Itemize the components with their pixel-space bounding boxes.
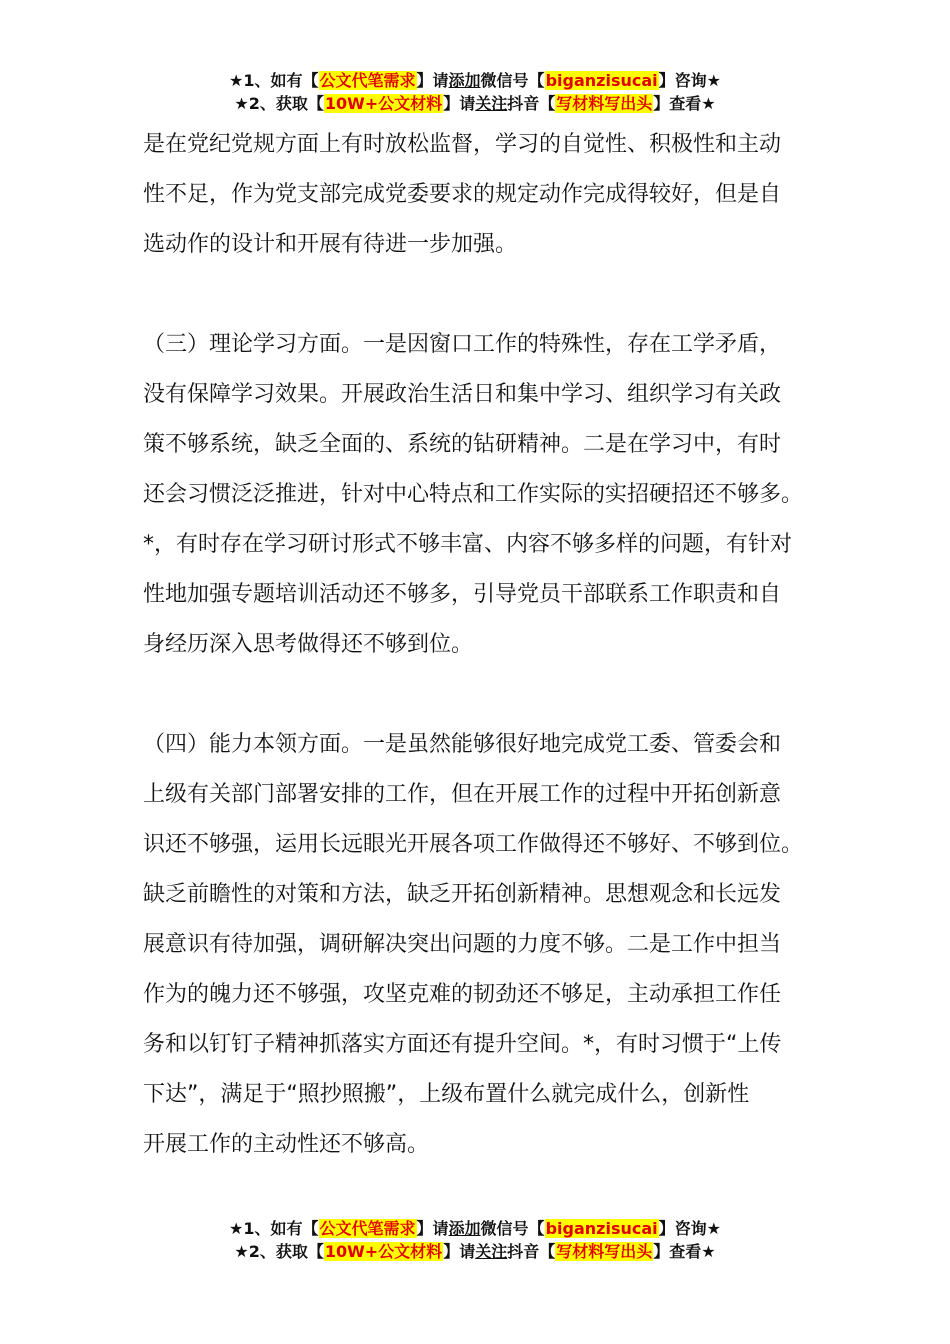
- text-line: *，有时存在学习研讨形式不够丰富、内容不够多样的问题，有针对: [143, 532, 793, 557]
- banner-text: 】查看★: [653, 1242, 716, 1261]
- banner-text: 微信号【: [480, 1219, 545, 1238]
- banner-text: ★2、获取【: [234, 94, 324, 113]
- text-line: 下达”，满足于“照抄照搬”，上级布置什么就完成什么，创新性: [143, 1082, 750, 1107]
- text-line: （三）理论学习方面。一是因窗口工作的特殊性，存在工学矛盾，: [143, 332, 782, 357]
- banner-highlight: 公文代笔需求: [319, 1219, 416, 1238]
- text-line: 性不足，作为党支部完成党委要求的规定动作完成得较好，但是自: [143, 182, 782, 207]
- banner-text: 】请: [416, 1219, 449, 1238]
- banner-text: 】请: [443, 94, 476, 113]
- text-line: 策不够系统，缺乏全面的、系统的钻研精神。二是在学习中，有时: [143, 432, 782, 457]
- banner-text: 】查看★: [653, 94, 716, 113]
- text-line: 选动作的设计和开展有待进一步加强。: [143, 232, 518, 257]
- text-line: 没有保障学习效果。开展政治生活日和集中学习、组织学习有关政: [143, 382, 782, 407]
- banner-highlight: biganzisucai: [545, 71, 658, 90]
- banner-highlight: 10W+公文材料: [324, 1242, 443, 1261]
- text-line: 上级有关部门部署安排的工作，但在开展工作的过程中开拓创新意: [143, 782, 782, 807]
- banner-text: 】请: [416, 71, 449, 90]
- banner-highlight: 写材料写出头: [556, 1242, 653, 1261]
- banner-highlight: biganzisucai: [545, 1219, 658, 1238]
- banner-highlight: 写材料写出头: [556, 94, 653, 113]
- banner-line-2: [0, 1240, 950, 1263]
- banner-line-2: [0, 92, 950, 115]
- banner-line-1: [0, 69, 950, 92]
- banner-underline: 关注: [475, 1242, 508, 1261]
- paragraph-theory-study: [143, 320, 823, 670]
- text-line: 性地加强专题培训活动还不够多，引导党员干部联系工作职责和自: [143, 582, 782, 607]
- text-line: 识还不够强，运用长远眼光开展各项工作做得还不够好、不够到位。: [143, 832, 804, 857]
- banner-text: ★1、如有【: [229, 71, 319, 90]
- text-line: 作为的魄力还不够强，攻坚克难的韧劲还不够足，主动承担工作任: [143, 982, 782, 1007]
- banner-line-1: [0, 1217, 950, 1240]
- banner-text: 抖音【: [507, 94, 556, 113]
- document-body: [143, 120, 823, 1170]
- paragraph-gap: [143, 670, 823, 720]
- text-line: 展意识有待加强，调研解决突出问题的力度不够。二是工作中担当: [143, 932, 782, 957]
- text-line: 开展工作的主动性还不够高。: [143, 1132, 430, 1157]
- footer-banner: [0, 1217, 950, 1263]
- paragraph-continuation: [143, 120, 823, 270]
- text-line: （四）能力本领方面。一是虽然能够很好地完成党工委、管委会和: [143, 732, 782, 757]
- banner-highlight: 10W+公文材料: [324, 94, 443, 113]
- banner-underline: 关注: [475, 94, 508, 113]
- banner-text: 】咨询★: [658, 71, 721, 90]
- header-banner: [0, 69, 950, 115]
- text-line: 务和以钉钉子精神抓落实方面还有提升空间。*，有时习惯于“上传: [143, 1032, 782, 1057]
- paragraph-capability: [143, 720, 823, 1170]
- banner-text: 抖音【: [507, 1242, 556, 1261]
- banner-text: 微信号【: [480, 71, 545, 90]
- text-line: 是在党纪党规方面上有时放松监督，学习的自觉性、积极性和主动: [143, 132, 782, 157]
- banner-underline: 添加: [448, 1219, 481, 1238]
- text-line: 身经历深入思考做得还不够到位。: [143, 632, 474, 657]
- banner-text: 】请: [443, 1242, 476, 1261]
- paragraph-gap: [143, 270, 823, 320]
- banner-underline: 添加: [448, 71, 481, 90]
- banner-text: 】咨询★: [658, 1219, 721, 1238]
- text-line: 缺乏前瞻性的对策和方法，缺乏开拓创新精神。思想观念和长远发: [143, 882, 782, 907]
- text-line: 还会习惯泛泛推进，针对中心特点和工作实际的实招硬招还不够多。: [143, 482, 804, 507]
- banner-highlight: 公文代笔需求: [319, 71, 416, 90]
- banner-text: ★1、如有【: [229, 1219, 319, 1238]
- banner-text: ★2、获取【: [234, 1242, 324, 1261]
